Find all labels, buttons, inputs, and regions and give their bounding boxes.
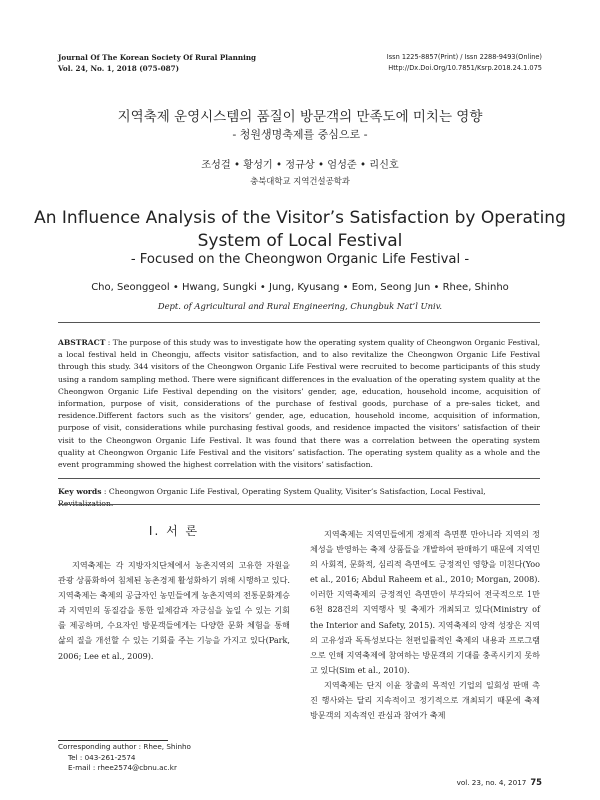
journal-header [58,52,256,74]
footnote-rule [58,740,168,741]
left-paragraph-1: 지역축제는 각 지방자치단체에서 농촌지역의 고유한 자원을 관광 상품화하여 침체된 농촌경제 활성화하기 위해 시행하고 있다. 지역축제는 축제의 공급자인 농민들에게 농촌지역의 전통문화계승과 지역민의 동질감을 통한 일체감과 자긍심을 높일 수 있는 기회를 제공하며, 수요자인 방문객들에게는 다양한 문화 체험을 통해 삶의 질을 개선할 수 있는 기회를 주는 기능을 가지고 있다(Park, 2006; Lee et al., 2009). [58,560,290,661]
page-footer [457,777,542,787]
issn-text: Issn 1225-8857(Print) / Issn 2288-9493(Online) [386,53,542,61]
corresponding-tel: Tel : 043-261-2574 [68,752,136,762]
abstract-top-rule [58,322,540,323]
korean-title: 지역축제 운영시스템의 품질이 방문객의 만족도에 미치는 영향 [117,109,483,125]
korean-subtitle: - 청원생명축제를 중심으로 - [232,128,368,141]
corresponding-author: Corresponding author : Rhee, Shinho [58,742,191,751]
page-number: 75 [530,777,542,787]
english-subtitle: - Focused on the Cheongwon Organic Life Festival - [130,252,470,267]
english-title-line2: System of Local Festival [197,231,403,251]
footer-issue: vol. 23, no. 4, 2017 [456,778,527,787]
abstract-text: : The purpose of this study was to investigate how the operating system quality of Cheongwon Organic Festival, a local festival held in Cheongju, affects visitor satisfaction, and to also revitalize the Cheongwon Organic Life Festival through this study. 344 visitors of the Cheongwon Organic Life Festival were recruited to become participants of this study using a random sampling method. There were significant differences in the evaluation of the operating system quality at the Cheongwon Organic Life Festival depending on the visitors’ gender, age, education, household income, acquisition of information, purpose of visit, considerations of the purchase of festival goods, purchase of a pre-sales ticket, and residence.Different factors such as the visitors’ gender, age, education, household income, acquisition of information, purpose of visit, considerations while purchasing festival goods, and residence impacted the visitors’ satisfaction of their visit to the Cheongwon Organic Life Festival. It was found that there was a correlation between the operating system quality at Cheongwon Organic Life Festival and the visitors’ satisfaction. The operating system quality as a whole and the event programming showed the highest correlation with the visitors’ satisfaction. [58,338,540,470]
left-column [58,558,290,664]
journal-name: Journal Of The Korean Society Of Rural Planning [58,53,257,62]
english-authors: Cho, Seonggeol • Hwang, Sungki • Jung, Kyusang • Eom, Seong Jun • Rhee, Shinho [91,282,509,293]
english-title-line1: An Influence Analysis of the Visitor’s Satisfaction by Operating [34,208,566,228]
english-affiliation: Dept. of Agricultural and Rural Engineering, Chungbuk Nat’l Univ. [157,301,443,311]
abstract-bottom-rule [58,478,540,479]
right-paragraph-2: 지역축제는 단지 이윤 창출의 목적인 기업의 일회성 판매 촉진 행사와는 달리 지속적이고 정기적으로 개최되기 때문에 축제 방문객의 지속적인 관심과 참여가 축제 [310,679,540,721]
abstract [58,337,540,471]
english-title [0,207,600,253]
issn-doi-block [387,52,542,74]
keywords-label: Key words [58,487,102,496]
keywords-text: : Cheongwon Organic Life Festival, Operating System Quality, Visiter’s Satisfaction, Local Festival, Revitalization. [58,487,486,508]
keywords-bottom-rule [58,504,540,505]
corresponding-email: E-mail : rhee2574@cbnu.ac.kr [68,763,177,772]
journal-volume: Vol. 24, No. 1, 2018 (075-087) [58,64,179,73]
right-column [310,527,540,723]
doi-text: Http://Dx.Doi.Org/10.7851/Ksrp.2018.24.1.075 [388,64,542,72]
korean-authors: 조성걸 • 황성기 • 정규상 • 엄성준 • 리신호 [201,160,399,171]
correspondence-note [58,742,290,774]
section-title-introduction: I. 서 론 [148,524,200,538]
keywords [58,486,540,510]
korean-affiliation: 충북대학교 지역건설공학과 [250,176,350,186]
abstract-label: ABSTRACT [58,338,106,347]
right-paragraph-1: 지역축제는 지역민들에게 경제적 측면뿐 만아니라 지역의 정체성을 반영하는 축제 상품들을 개발하여 판매하기 때문에 지역민의 사회적, 문화적, 심리적 측면에도 긍정적인 영향을 미친다(Yoo et al., 2016; Abdul Raheem et al., 2010; Morgan, 2008). 이러한 지역축제의 긍정적인 측면만이 부각되어 전국적으로 1만 6천 828건의 지역행사 및 축제가 개최되고 있다(Ministry of the Interior and Safety, 2015). 지역축제의 양적 성장은 지역의 고유성과 독특성보다는 천편일률적인 축제의 내용과 프로그램으로 인해 지역축제에 참여하는 방문객의 기대를 충족시키지 못하고 있다(Sim et al., 2010). [310,529,540,675]
